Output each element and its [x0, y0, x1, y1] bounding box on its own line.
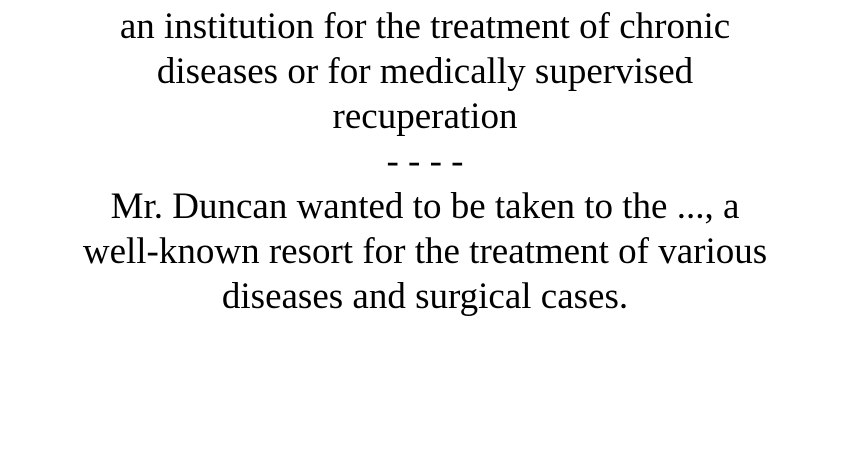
example-line: Mr. Duncan wanted to be taken to the ..., a: [110, 186, 740, 227]
separator: - - - -: [386, 141, 464, 182]
definition-line: an institution for the treatment of chronic: [119, 6, 731, 47]
example-line: well-known resort for the treatment of various: [82, 231, 768, 272]
definition-line: recuperation: [332, 96, 518, 137]
example-sentence: [23, 184, 827, 319]
definition-line: diseases or for medically supervised: [156, 51, 694, 92]
definition-text: [23, 4, 827, 139]
example-line: diseases and surgical cases.: [221, 276, 629, 317]
